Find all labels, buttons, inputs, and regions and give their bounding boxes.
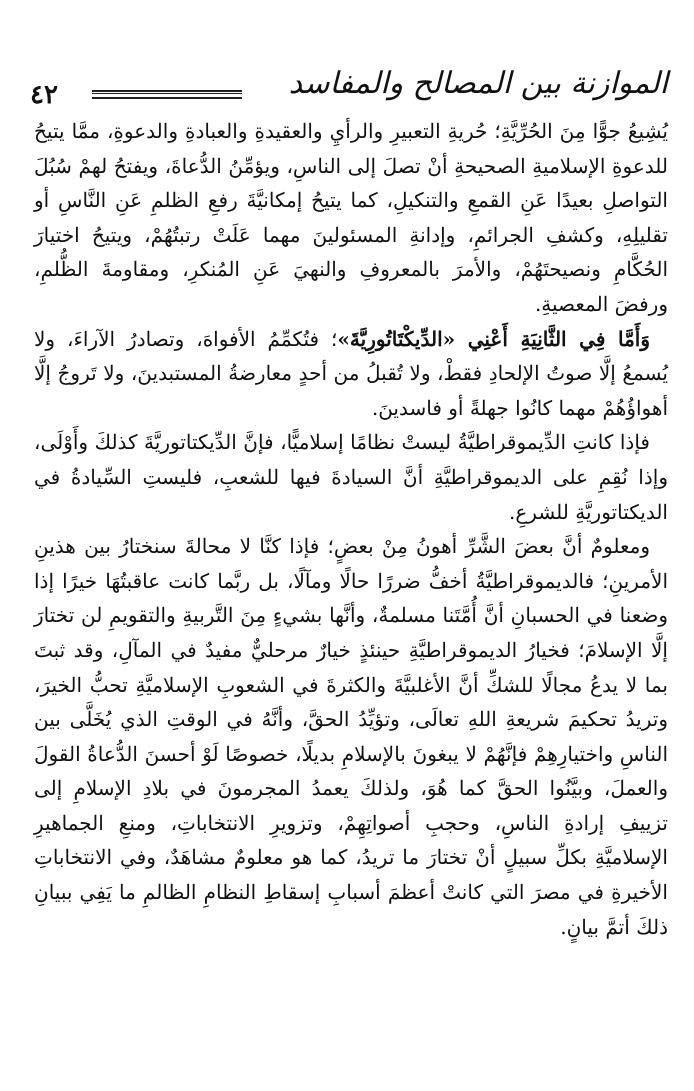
paragraph-2-lead: وَأَمَّا فِي الثَّانِيَةِ أَعْنِي «الدِّيكْتَاتُورِيَّةَ» bbox=[337, 326, 650, 351]
page-body bbox=[34, 114, 668, 944]
paragraph-4: ومعلومٌ أنَّ بعضَ الشَّرِّ أهونُ مِنْ بعضٍ؛ فإذا كنَّا لا محالةَ سنختارُ بين هذينِ الأمرينِ؛ فالديموقراطيَّةُ أخفُّ ضررًا حالًا ومآلًا، بل ربَّما كانت عاقبتُهَا خيرًا إذا وضعنا في الحسبانِ أنَّ أُمَّتَنا مسلمةٌ، وأنَّها بشيءٍ مِنَ التَّربيةِ والتقويمِ لن تختارَ إلَّا الإسلامَ؛ فخيارُ الديموقراطيَّةِ حينئذٍ خيارٌ مرحليٌّ مفيدٌ في المآلِ، وقد ثبتَ بما لا يدعُ مجالًا للشكِّ أنَّ الأغلبيَّةَ والكثرةَ في الشعوبِ الإسلاميَّةِ تحبُّ الخيرَ، وتريدُ تحكيمَ شريعةِ اللهِ تعالَى، وتؤيِّدُ الحقَّ، وأنَّهُ في الوقتِ الذي يُخَلَّى بين الناسِ واختيارِهِمْ فإنَّهُمْ لا يبغونَ بالإسلامِ بديلًا، خصوصًا لَوْ أحسنَ الدُّعاةُ القولَ والعملَ، وبيَّنُوا الحقَّ كما هُوَ، ولذلكَ يعمدُ المجرمونَ في بلادِ الإسلامِ إلى تزييفِ إرادةِ الناسِ، وحجبِ أصواتِهِمْ، وتزويرِ الانتخاباتِ، ومنعِ الجماهيرِ الإسلاميَّةِ بكلِّ سبيلٍ أنْ تختارَ ما تريدُ، كما هو معلومٌ مشاهَدٌ، وفي الانتخاباتِ الأخيرةِ في مصرَ التي كانتْ أعظمَ أسبابِ إسقاطِ النظامِ الظالمِ ما يَفِي ببيانِ ذلكَ أتمَّ بيانٍ. bbox=[34, 534, 668, 939]
header-rule-ornament bbox=[92, 90, 242, 99]
paragraph-2-rest: ؛ فتُكمِّمُ الأفواهَ، وتصادرُ الآراءَ، ولا يُسمعُ إلَّا صوتُ الإلحادِ فقطْ، ولا تُقبلُ من أحدٍ معارضةُ المستبدينَ، ولا تَروجُ إلَّا أهواؤُهُمْ مهما كانُوا جهلةً أو فاسدينَ. bbox=[34, 326, 668, 420]
paragraph-3: فإذا كانتِ الدِّيموقراطيَّةُ ليستْ نظامًا إسلاميًّا، فإنَّ الدِّيكتاتوريَّةَ كذلكَ وأَوْلَى، وإذا نُقِمِ على الديموقراطيَّةِ أنَّ السيادةَ فيها للشعبِ، فليستِ السِّيادةُ في الديكتاتوريَّةِ للشرعِ. bbox=[34, 430, 668, 524]
paragraph-2 bbox=[34, 322, 668, 426]
page-header bbox=[0, 38, 694, 108]
page-number: ٤٢ bbox=[30, 80, 58, 110]
running-title: الموازنة بين المصالح والمفاسد bbox=[288, 66, 668, 101]
paragraph-1: يُشِيعُ جوًّا مِنَ الحُرِّيَّةِ؛ حُريةِ التعبيرِ والرأيِ والعقيدةِ والعبادةِ والدعوةِ، ممَّا يتيحُ للدعوةِ الإسلاميةِ الصحيحةِ أنْ تصلَ إلى الناسِ، ويؤمِّنُ الدُّعاةَ، ويفتحُ لهمْ سُبُلَ التواصلِ بعيدًا عَنِ القمعِ والتنكيلِ، كما يتيحُ إمكانيَّةَ رفعِ الظلمِ عَنِ النَّاسِ أو تقليلِهِ، وكشفِ الجرائمِ، وإدانةِ المسئولينَ مهما عَلَتْ رتبتُهُمْ، ويتيحُ اختيارَ الحُكَّامِ ونصيحتَهُمْ، والأمرَ بالمعروفِ والنهيَ عَنِ المُنكرِ، ومقاومةَ الظُّلمِ، ورفضَ المعصيةِ. bbox=[34, 119, 668, 316]
